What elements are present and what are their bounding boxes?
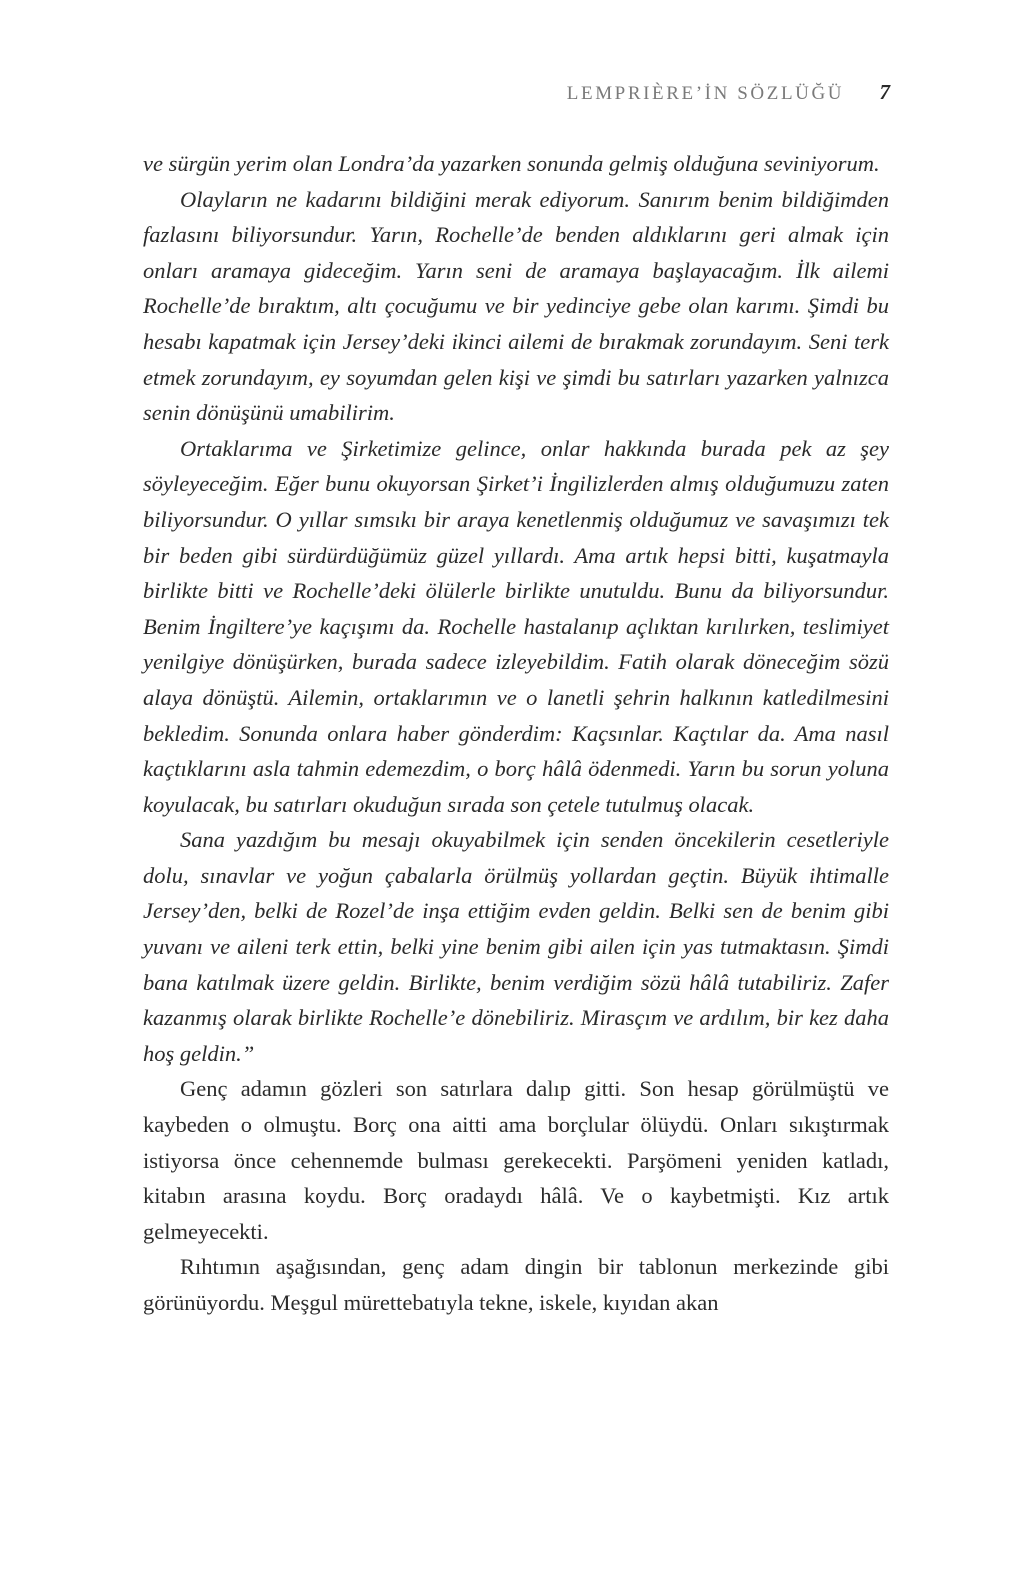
body-text: [143, 146, 889, 1321]
paragraph-2: Olayların ne kadarını bildiğini merak ediyorum. Sanırım benim bildiğimden fazlasını biliyorsundur. Yarın, Rochelle’de benden aldıklarını geri almak için onları aramaya gideceğim. Yarın seni de aramaya başlayacağım. İlk ailemi Rochelle’de bıraktım, altı çocuğumu ve bir yedinciye gebe olan karımı. Şimdi bu hesabı kapatmak için Jersey’deki ikinci ailemi de bırakmak zorundayım. Seni terk etmek zorundayım, ey soyumdan gelen kişi ve şimdi bu satırları yazarken yalnızca senin dönüşünü umabilirim.: [143, 186, 889, 426]
paragraph-3: Ortaklarıma ve Şirketimize gelince, onlar hakkında burada pek az şey söyleyeceğim. Eğer bunu okuyorsan Şirket’i İngilizlerden almış olduğumuzu zaten biliyorsundur. O yıllar sımsıkı bir araya kenetlenmiş olduğumuz ve savaşımızı tek bir beden gibi sürdürdüğümüz güzel yıllardı. Ama artık hepsi bitti, kuşatmayla birlikte bitti ve Rochelle’deki ölülerle birlikte unutuldu. Bunu da biliyorsundur. Benim İngiltere’ye kaçışımı da. Rochelle hastalanıp açlıktan kırılırken, teslimiyet yenilgiye dönüşürken, burada sadece izleyebildim. Fatih olarak döneceğim sözü alaya dönüştü. Ailemin, ortaklarımın ve o lanetli şehrin halkının katledilmesini bekledim. Sonunda onlara haber gönderdim: Kaçsınlar. Kaçtılar da. Ama nasıl kaçtıklarını asla tahmin edemezdim, o borç hâlâ ödenmedi. Yarın bu sorun yoluna koyulacak, bu satırları okuduğun sırada son çetele tutulmuş olacak.: [143, 435, 889, 817]
running-title: LEMPRIÈRE’İN SÖZLÜĞÜ: [566, 83, 845, 104]
page-number: 7: [879, 80, 890, 104]
paragraph-6: Rıhtımın aşağısından, genç adam dingin bir tablonun merkezinde gibi görünüyordu. Meşgul mürettebatıyla tekne, iskele, kıyıdan akan: [143, 1254, 889, 1315]
running-head: [140, 80, 890, 105]
paragraph-1: ve sürgün yerim olan Londra’da yazarken sonunda gelmiş olduğuna seviniyorum.: [143, 151, 880, 176]
paragraph-4: Sana yazdığım bu mesajı okuyabilmek için senden öncekilerin cesetleriyle dolu, sınavlar ve yoğun çabalarla örülmüş yollardan geçtin. Büyük ihtimalle Jersey’den, belki de Rozel’de inşa ettiğim evden geldin. Belki sen de benim gibi yuvanı ve aileni terk ettin, belki yine benim gibi ailen için yas tutmaktasın. Şimdi bana katılmak üzere geldin. Birlikte, benim verdiğim sözü hâlâ tutabiliriz. Zafer kazanmış olarak birlikte Rochelle’e dönebiliriz. Mirasçım ve ardılım, bir kez daha hoş geldin.”: [143, 827, 889, 1066]
paragraph-5: Genç adamın gözleri son satırlara dalıp gitti. Son hesap görülmüştü ve kaybeden o olmuştu. Borç ona aitti ama borçlular ölüydü. Onları sıkıştırmak istiyorsa önce cehennemde bulması gerekecekti. Parşömeni yeniden katladı, kitabın arasına koydu. Borç oradaydı hâlâ. Ve o kaybetmişti. Kız artık gelmeyecekti.: [143, 1076, 889, 1244]
